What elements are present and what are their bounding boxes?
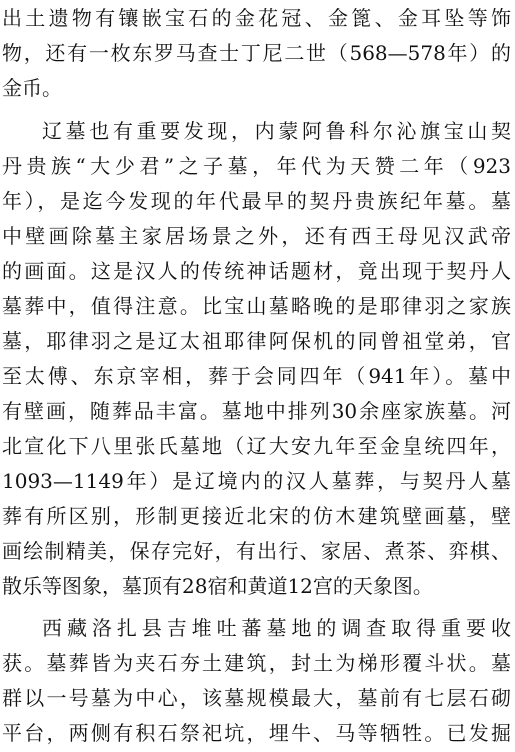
text-line: 年），是迄今发现的年代最早的契丹贵族纪年墓。墓: [2, 189, 511, 213]
text-line: 群以一号墓为中心，该墓规模最大，墓前有七层石砌: [2, 686, 511, 710]
text-line: 获。墓葬皆为夹石夯土建筑，封土为梯形覆斗状。墓: [2, 651, 511, 675]
text-line: 中壁画除墓主家居场景之外，还有西王母见汉武帝: [2, 224, 511, 248]
text-line: 画绘制精美，保存完好，有出行、家居、煮茶、弈棋、: [2, 539, 511, 563]
text-line: 出土遗物有镶嵌宝石的金花冠、金篦、金耳坠等饰: [2, 6, 511, 30]
paragraph-first-line: 辽墓也有重要发现，内蒙阿鲁科尔沁旗宝山契: [42, 119, 511, 143]
text-line: 丹贵族“大少君”之子墓，年代为天赞二年（923: [2, 154, 511, 178]
text-line: 平台，两侧有积石祭祀坑，埋牛、马等牺牲。已发掘: [2, 721, 511, 745]
text-line: 葬有所区别，形制更接近北宋的仿木建筑壁画墓，壁: [2, 504, 511, 528]
text-line: 北宣化下八里张氏墓地（辽大安九年至金皇统四年，: [2, 434, 511, 458]
text-line: 至太傅、东京宰相，葬于会同四年（941年）。墓中: [2, 364, 511, 388]
text-line: 的画面。这是汉人的传统神话题材，竟出现于契丹人: [2, 259, 511, 283]
text-line: 散乐等图象，墓顶有28宿和黄道12宫的天象图。: [2, 574, 433, 598]
text-line: 墓，耶律羽之是辽太祖耶律阿保机的同曾祖堂弟，官: [2, 329, 511, 353]
text-line: 有壁画，随葬品丰富。墓地中排列30余座家族墓。河: [2, 399, 511, 423]
paragraph-first-line: 西藏洛扎县吉堆吐蕃墓地的调查取得重要收: [42, 616, 511, 640]
text-line: 墓葬中，值得注意。比宝山墓略晚的是耶律羽之家族: [2, 294, 511, 318]
text-line: 金币。: [2, 76, 62, 100]
text-line: 物，还有一枚东罗马查士丁尼二世（568—578年）的: [2, 41, 511, 65]
text-line: 1093—1149年）是辽境内的汉人墓葬，与契丹人墓: [2, 469, 511, 493]
